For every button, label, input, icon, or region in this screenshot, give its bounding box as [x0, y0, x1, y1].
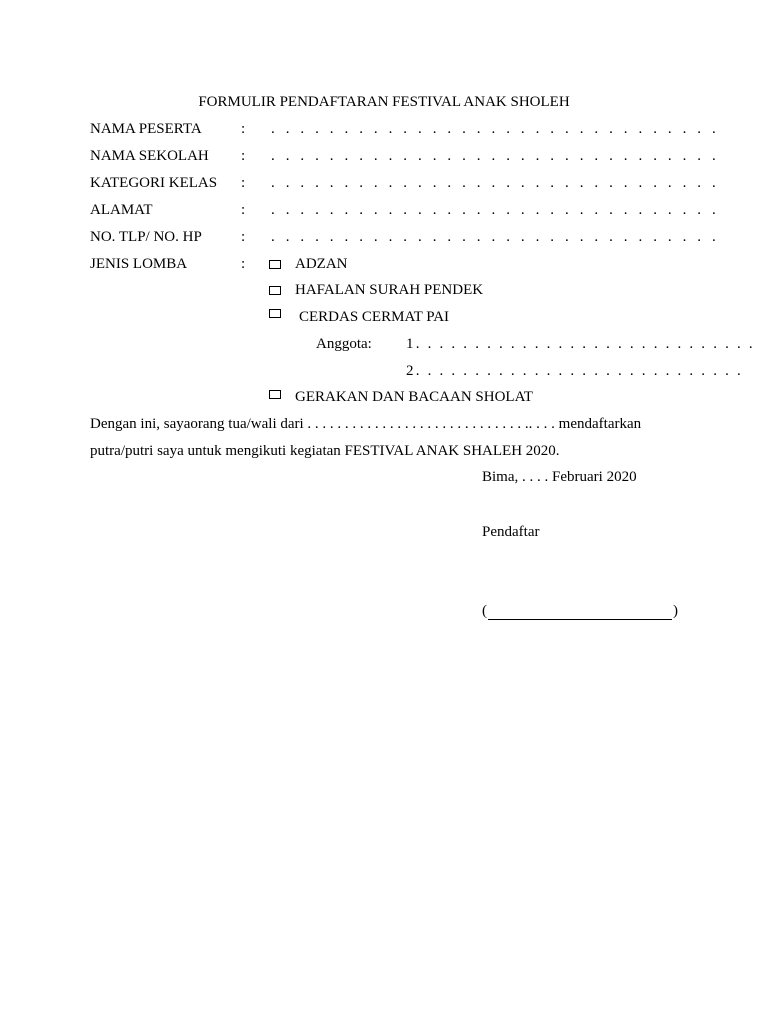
- option-label-cerdas-cermat-pai: CERDAS CERMAT PAI: [299, 309, 450, 325]
- field-blank-nama-peserta: . . . . . . . . . . . . . . . . . . . . . . . . . . . . . . .: [271, 121, 720, 137]
- option-label-gerakan-bacaan-sholat: GERAKAN DAN BACAAN SHOLAT: [295, 389, 533, 405]
- statement-line-2: putra/putri saya untuk mengikuti kegiatan FESTIVAL ANAK SHALEH 2020.: [90, 443, 560, 459]
- checkbox-cerdas-cermat-pai[interactable]: [269, 309, 281, 318]
- field-label-jenis-lomba: JENIS LOMBA: [90, 256, 188, 272]
- field-blank-alamat: . . . . . . . . . . . . . . . . . . . . . . . . . . . . . . .: [271, 202, 720, 218]
- checkbox-hafalan-surah-pendek[interactable]: [269, 286, 281, 295]
- field-label-nama-peserta: NAMA PESERTA: [90, 121, 202, 137]
- place-date: Bima, . . . . Februari 2020: [482, 469, 637, 485]
- signature-line: [482, 602, 678, 620]
- statement-line-1: Dengan ini, sayaorang tua/wali dari . . . . . . . . . . . . . . . . . . . . . . . . . . . . . .. . . . mendaftarkan: [90, 416, 642, 432]
- field-blank-nama-sekolah: . . . . . . . . . . . . . . . . . . . . . . . . . . . . . . .: [271, 148, 720, 164]
- signer-role: Pendaftar: [482, 524, 540, 540]
- form-title: FORMULIR PENDAFTARAN FESTIVAL ANAK SHOLEH: [198, 94, 570, 110]
- field-colon: :: [241, 229, 246, 245]
- field-colon: :: [241, 202, 246, 218]
- signature-close-paren: ): [673, 603, 678, 619]
- field-blank-kategori-kelas: . . . . . . . . . . . . . . . . . . . . . . . . . . . . . . .: [271, 175, 720, 191]
- checkbox-gerakan-bacaan-sholat[interactable]: [269, 390, 281, 399]
- option-label-adzan: ADZAN: [295, 256, 348, 272]
- checkbox-adzan[interactable]: [269, 260, 281, 269]
- field-blank-no-tlp: . . . . . . . . . . . . . . . . . . . . . . . . . . . . . . .: [271, 229, 720, 245]
- field-label-alamat: ALAMAT: [90, 202, 153, 218]
- option-label-hafalan-surah-pendek: HAFALAN SURAH PENDEK: [295, 282, 484, 298]
- field-label-kategori-kelas: KATEGORI KELAS: [90, 175, 218, 191]
- field-colon: :: [241, 175, 246, 191]
- field-colon: :: [241, 256, 246, 272]
- field-label-no-tlp: NO. TLP/ NO. HP: [90, 229, 202, 245]
- field-colon: :: [241, 148, 246, 164]
- anggota-label: Anggota:: [316, 336, 372, 352]
- signature-open-paren: (: [482, 603, 487, 619]
- anggota-line-1: 1. . . . . . . . . . . . . . . . . . . . . . . . . . . . .: [406, 336, 755, 352]
- field-label-nama-sekolah: NAMA SEKOLAH: [90, 148, 209, 164]
- anggota-line-2: 2. . . . . . . . . . . . . . . . . . . . . . . . . . . .: [406, 363, 743, 379]
- signature-blank: [488, 605, 672, 620]
- field-colon: :: [241, 121, 246, 137]
